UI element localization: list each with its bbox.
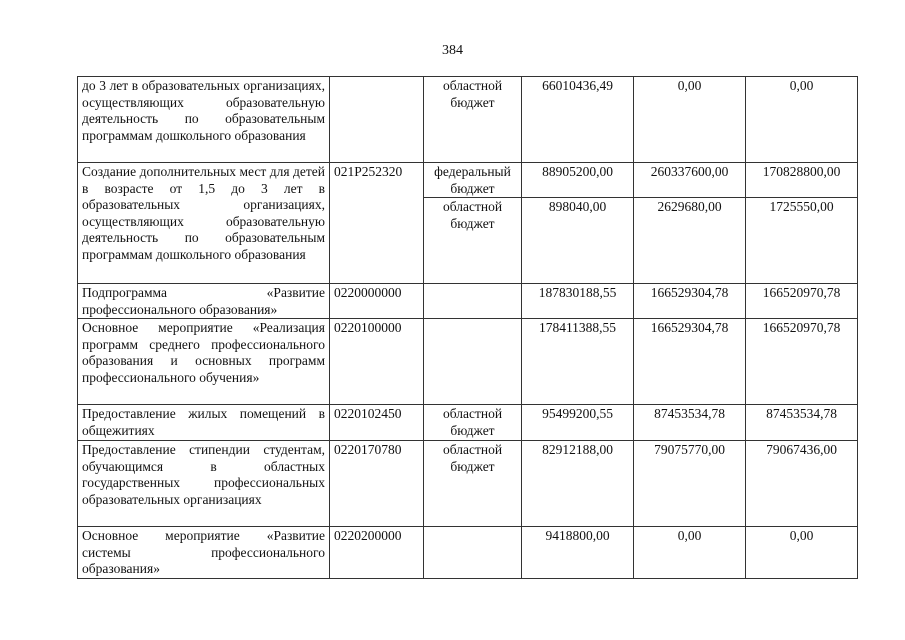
row-code: 0220100000 xyxy=(330,319,424,405)
row-value-3: 166520970,78 xyxy=(746,319,858,405)
row-value-1: 82912188,00 xyxy=(522,441,634,527)
table-row xyxy=(78,163,858,198)
row-code: 0220000000 xyxy=(330,284,424,319)
row-funding-source xyxy=(424,319,522,405)
row-value-1: 187830188,55 xyxy=(522,284,634,319)
table-row xyxy=(78,441,858,527)
row-funding-source xyxy=(424,527,522,579)
budget-table xyxy=(77,76,858,579)
row-value-2: 0,00 xyxy=(634,77,746,163)
row-value-2: 87453534,78 xyxy=(634,405,746,441)
table-row xyxy=(78,284,858,319)
row-value-1: 66010436,49 xyxy=(522,77,634,163)
row-code: 021P252320 xyxy=(330,163,424,284)
row-name: до 3 лет в образовательных организациях, осуществляющих образовательную деятельность по образовательным программам дошкольного образования xyxy=(78,77,330,163)
row-value-3: 0,00 xyxy=(746,527,858,579)
row-name: Предоставление стипендии студентам, обучающимся в областных государственных профессиональных образовательных организациях xyxy=(78,441,330,527)
row-value-1: 9418800,00 xyxy=(522,527,634,579)
row-funding-source: областной бюджет xyxy=(424,198,522,284)
row-value-2: 2629680,00 xyxy=(634,198,746,284)
row-value-3: 0,00 xyxy=(746,77,858,163)
table-row xyxy=(78,527,858,579)
row-value-2: 260337600,00 xyxy=(634,163,746,198)
row-value-3: 1725550,00 xyxy=(746,198,858,284)
table-row xyxy=(78,405,858,441)
table-row xyxy=(78,319,858,405)
table-row xyxy=(78,77,858,163)
row-value-1: 88905200,00 xyxy=(522,163,634,198)
row-code: 0220170780 xyxy=(330,441,424,527)
row-value-3: 170828800,00 xyxy=(746,163,858,198)
row-value-3: 79067436,00 xyxy=(746,441,858,527)
row-code: 0220200000 xyxy=(330,527,424,579)
row-code: 0220102450 xyxy=(330,405,424,441)
row-name: Подпрограмма «Развитие профессионального образования» xyxy=(78,284,330,319)
row-value-1: 95499200,55 xyxy=(522,405,634,441)
row-funding-source: областной бюджет xyxy=(424,77,522,163)
row-funding-source: областной бюджет xyxy=(424,441,522,527)
row-value-3: 166520970,78 xyxy=(746,284,858,319)
row-name: Основное мероприятие «Развитие системы профессионального образования» xyxy=(78,527,330,579)
row-name: Основное мероприятие «Реализация программ среднего профессионального образования и основных программ профессионального обучения» xyxy=(78,319,330,405)
row-name: Создание дополнительных мест для детей в возрасте от 1,5 до 3 лет в образовательных организациях, осуществляющих образовательную деятельность по образовательным программам дошкольного образования xyxy=(78,163,330,284)
row-name: Предоставление жилых помещений в общежитиях xyxy=(78,405,330,441)
row-value-1: 178411388,55 xyxy=(522,319,634,405)
row-funding-source: федеральный бюджет xyxy=(424,163,522,198)
row-funding-source: областной бюджет xyxy=(424,405,522,441)
row-value-2: 0,00 xyxy=(634,527,746,579)
row-value-1: 898040,00 xyxy=(522,198,634,284)
row-value-3: 87453534,78 xyxy=(746,405,858,441)
row-value-2: 166529304,78 xyxy=(634,284,746,319)
page-number: 384 xyxy=(442,43,463,58)
row-code xyxy=(330,77,424,163)
row-value-2: 79075770,00 xyxy=(634,441,746,527)
row-value-2: 166529304,78 xyxy=(634,319,746,405)
row-funding-source xyxy=(424,284,522,319)
